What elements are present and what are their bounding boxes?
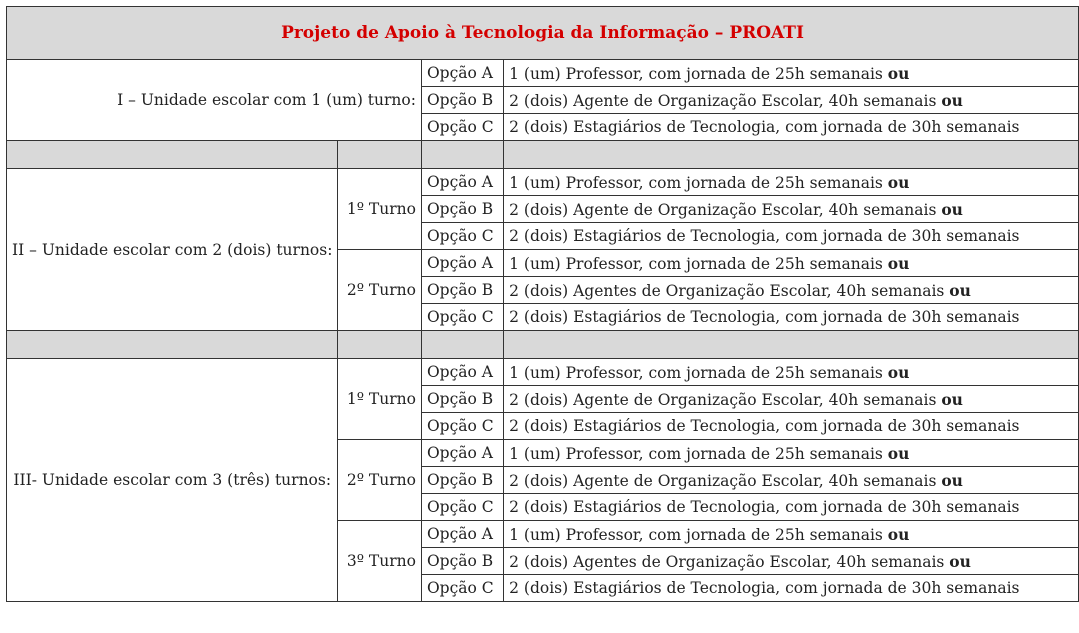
- table-row: [7, 359, 1079, 386]
- option-label: Opção B: [421, 548, 503, 575]
- option-label: Opção C: [421, 494, 503, 521]
- option-description: 2 (dois) Estagiários de Tecnologia, com jornada de 30h semanais: [504, 494, 1079, 521]
- table-title: Projeto de Apoio à Tecnologia da Informação – PROATI: [7, 7, 1079, 60]
- unit-label-3-turnos: III- Unidade escolar com 3 (três) turnos:: [7, 359, 338, 602]
- option-description: 2 (dois) Agentes de Organização Escolar, 40h semanais ou: [504, 548, 1079, 575]
- turno-label: 3º Turno: [338, 521, 422, 602]
- option-label: Opção C: [421, 304, 503, 331]
- option-label: Opção A: [421, 60, 503, 87]
- option-description: 2 (dois) Estagiários de Tecnologia, com jornada de 30h semanais: [504, 304, 1079, 331]
- proati-table: [6, 6, 1079, 602]
- option-label: Opção A: [421, 359, 503, 386]
- option-description: 2 (dois) Estagiários de Tecnologia, com jornada de 30h semanais: [504, 575, 1079, 602]
- separator-row: [7, 331, 1079, 359]
- option-label: Opção B: [421, 196, 503, 223]
- unit-label-2-turnos: II – Unidade escolar com 2 (dois) turnos:: [7, 169, 338, 331]
- option-label: Opção C: [421, 223, 503, 250]
- option-label: Opção B: [421, 386, 503, 413]
- option-description: 1 (um) Professor, com jornada de 25h semanais ou: [504, 250, 1079, 277]
- table-row: [7, 169, 1079, 196]
- turno-label: 1º Turno: [338, 169, 422, 250]
- option-description: 1 (um) Professor, com jornada de 25h semanais ou: [504, 521, 1079, 548]
- separator-row: [7, 141, 1079, 169]
- turno-label: 2º Turno: [338, 440, 422, 521]
- option-description: 2 (dois) Agente de Organização Escolar, 40h semanais ou: [504, 467, 1079, 494]
- option-label: Opção B: [421, 87, 503, 114]
- turno-label: 2º Turno: [338, 250, 422, 331]
- option-description: 2 (dois) Estagiários de Tecnologia, com jornada de 30h semanais: [504, 413, 1079, 440]
- option-description: 2 (dois) Agente de Organização Escolar, 40h semanais ou: [504, 386, 1079, 413]
- option-label: Opção A: [421, 169, 503, 196]
- option-description: 2 (dois) Agente de Organização Escolar, 40h semanais ou: [504, 196, 1079, 223]
- option-description: 1 (um) Professor, com jornada de 25h semanais ou: [504, 359, 1079, 386]
- option-label: Opção A: [421, 521, 503, 548]
- option-description: 1 (um) Professor, com jornada de 25h semanais ou: [504, 169, 1079, 196]
- option-description: 2 (dois) Agente de Organização Escolar, 40h semanais ou: [504, 87, 1079, 114]
- option-label: Opção C: [421, 413, 503, 440]
- title-row: [7, 7, 1079, 60]
- option-description: 2 (dois) Estagiários de Tecnologia, com jornada de 30h semanais: [504, 114, 1079, 141]
- turno-label: 1º Turno: [338, 359, 422, 440]
- option-label: Opção C: [421, 114, 503, 141]
- unit-label-1-turno: I – Unidade escolar com 1 (um) turno:: [7, 60, 422, 141]
- option-description: 2 (dois) Estagiários de Tecnologia, com jornada de 30h semanais: [504, 223, 1079, 250]
- option-label: Opção C: [421, 575, 503, 602]
- option-description: 2 (dois) Agentes de Organização Escolar, 40h semanais ou: [504, 277, 1079, 304]
- option-label: Opção A: [421, 440, 503, 467]
- table-row: [7, 60, 1079, 87]
- option-description: 1 (um) Professor, com jornada de 25h semanais ou: [504, 440, 1079, 467]
- proati-document: [6, 6, 1079, 602]
- option-label: Opção B: [421, 277, 503, 304]
- option-label: Opção B: [421, 467, 503, 494]
- option-label: Opção A: [421, 250, 503, 277]
- option-description: 1 (um) Professor, com jornada de 25h semanais ou: [504, 60, 1079, 87]
